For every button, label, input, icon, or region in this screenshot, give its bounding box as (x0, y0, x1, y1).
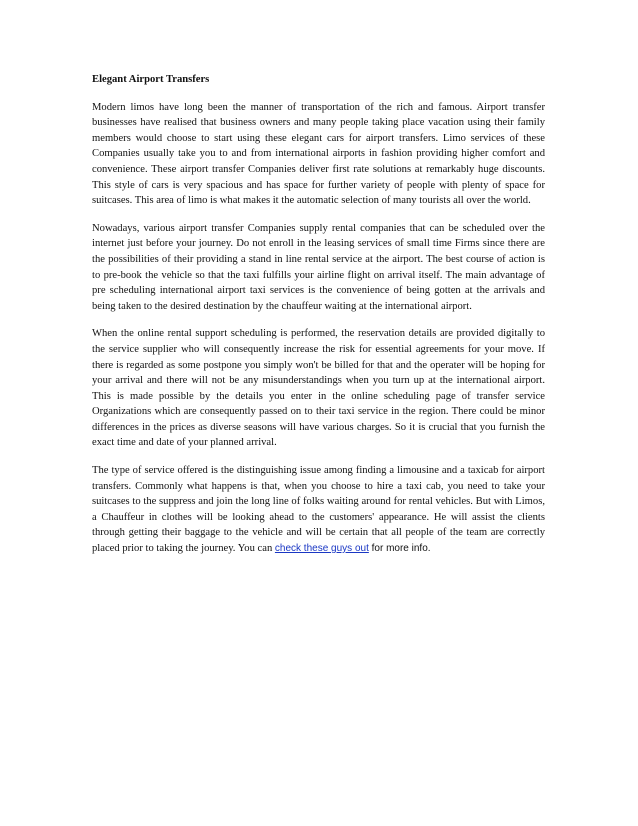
paragraph-4-trailing-text: for more info. (368, 543, 431, 555)
check-these-guys-out-link[interactable]: check these guys out (274, 543, 369, 555)
document-title: Elegant Airport Transfers (92, 74, 210, 85)
paragraph-2: Nowadays, various airport transfer Companies supply rental companies that can be scheduled over the internet just before your journey. Do not enroll in the leasing services of small time Firms since there are the possibilities of their providing a stand in line rental service at the airport. The best course of action is to pre-book the vehicle so that the taxi fulfills your airline flight on arrival itself. The main advantage of pre scheduling international airport taxi services is the convenience of being gotten at the arrivals and being taken to the desired destination by the chauffeur waiting at the international airport. (92, 222, 545, 312)
paragraph-4 (92, 463, 545, 557)
paragraph-3: When the online rental support scheduling is performed, the reservation details are provided digitally to the service supplier who will consequently increase the risk for essential agreements for your move. If there is regarded as some postpone you simply won't be billed for that and the operater will be hoping for your arrival and there will not be any misunderstandings when you turn up at the international airport. This is made possible by the details you enter in the online scheduling page of transfer service Organizations which are consequently passed on to their taxi service in the region. There could be minor differences in the prices as diverse seasons will have various charges. So it is crucial that you furnish the exact time and date of your planned arrival. (92, 328, 545, 449)
document-page (92, 72, 545, 569)
paragraph-4-text: The type of service offered is the distinguishing issue among finding a limousine and a taxicab for airport transfers. Commonly what happens is that, when you choose to hire a taxi cab, you need to take your suitcases to the suppress and join the long line of folks waiting around for rental vehicles. But with Limos, a Chauffeur in clothes will be looking ahead to the customers' appearance. He will assist the clients through getting their baggage to the vehicle and will be certain that all people of the team are correctly placed prior to taking the journey. You can (92, 465, 545, 555)
paragraph-1: Modern limos have long been the manner of transportation of the rich and famous. Airport transfer businesses have realised that business owners and many people taking place vacation using their family members would choose to start using these elegant cars for airport transfers. Limo services of these Companies usually take you to and from international airports in fashion providing higher comfort and convenience. These airport transfer Companies deliver first rate solutions at remarkably huge discounts. This style of cars is very spacious and has space for further variety of people with plenty of space for suitcases. This area of limo is what makes it the automatic selection of many tourists all over the world. (92, 101, 545, 207)
